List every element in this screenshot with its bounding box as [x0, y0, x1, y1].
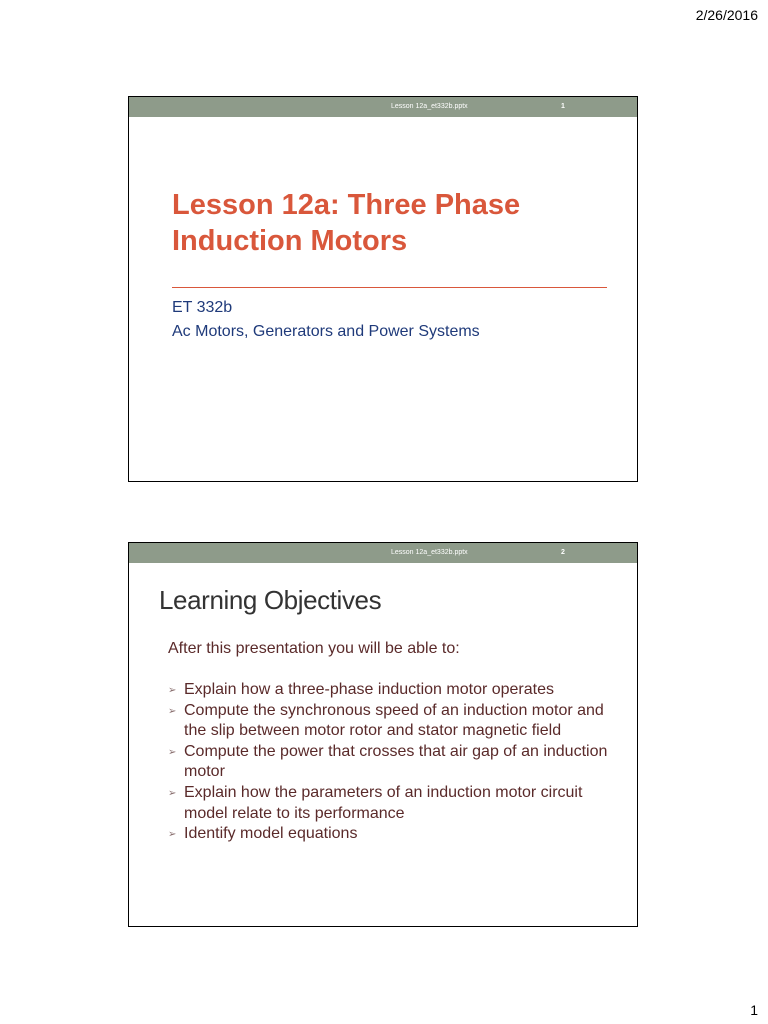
slide-2: [128, 542, 638, 927]
list-item: [168, 701, 608, 742]
list-item: [168, 824, 608, 845]
page-number: 1: [750, 1002, 758, 1018]
slide-filename: Lesson 12a_et332b.pptx: [391, 103, 468, 110]
slide-subtitle: [172, 296, 480, 344]
objective-text: Identify model equations: [184, 825, 358, 843]
list-item: [168, 680, 608, 701]
arrow-bullet-icon: ➢: [168, 829, 177, 841]
objective-text: Explain how a three-phase induction motor operates: [184, 681, 554, 698]
objective-text: Compute the synchronous speed of an induction motor and the slip between motor rotor and stator magnetic field: [184, 701, 604, 740]
slide-header: [129, 97, 637, 117]
objectives-intro: After this presentation you will be able to:: [168, 640, 460, 657]
course-code: ET 332b: [172, 299, 233, 316]
objective-text: Compute the power that crosses that air gap of an induction motor: [184, 742, 608, 781]
arrow-bullet-icon: ➢: [168, 685, 177, 696]
slide-title: [172, 187, 612, 259]
list-item: [168, 742, 608, 783]
arrow-bullet-icon: ➢: [168, 787, 177, 799]
list-item: [168, 783, 608, 824]
page-date: 2/26/2016: [695, 7, 758, 23]
slide-title-line-2: Induction Motors: [172, 225, 408, 257]
slide-filename: Lesson 12a_et332b.pptx: [391, 549, 468, 556]
course-name: Ac Motors, Generators and Power Systems: [172, 323, 480, 340]
slide-number: 1: [561, 103, 565, 110]
slide-title: Learning Objectives: [159, 585, 382, 615]
title-divider: [172, 287, 607, 288]
slide-header: [129, 543, 637, 563]
objectives-list: [168, 680, 608, 845]
arrow-bullet-icon: ➢: [168, 705, 177, 717]
objective-text: Explain how the parameters of an induction motor circuit model relate to its performance: [184, 783, 583, 822]
slide-number: 2: [561, 549, 565, 556]
slide-1: [128, 96, 638, 482]
slide-title-line-1: Lesson 12a: Three Phase: [172, 189, 521, 221]
arrow-bullet-icon: ➢: [168, 746, 177, 758]
